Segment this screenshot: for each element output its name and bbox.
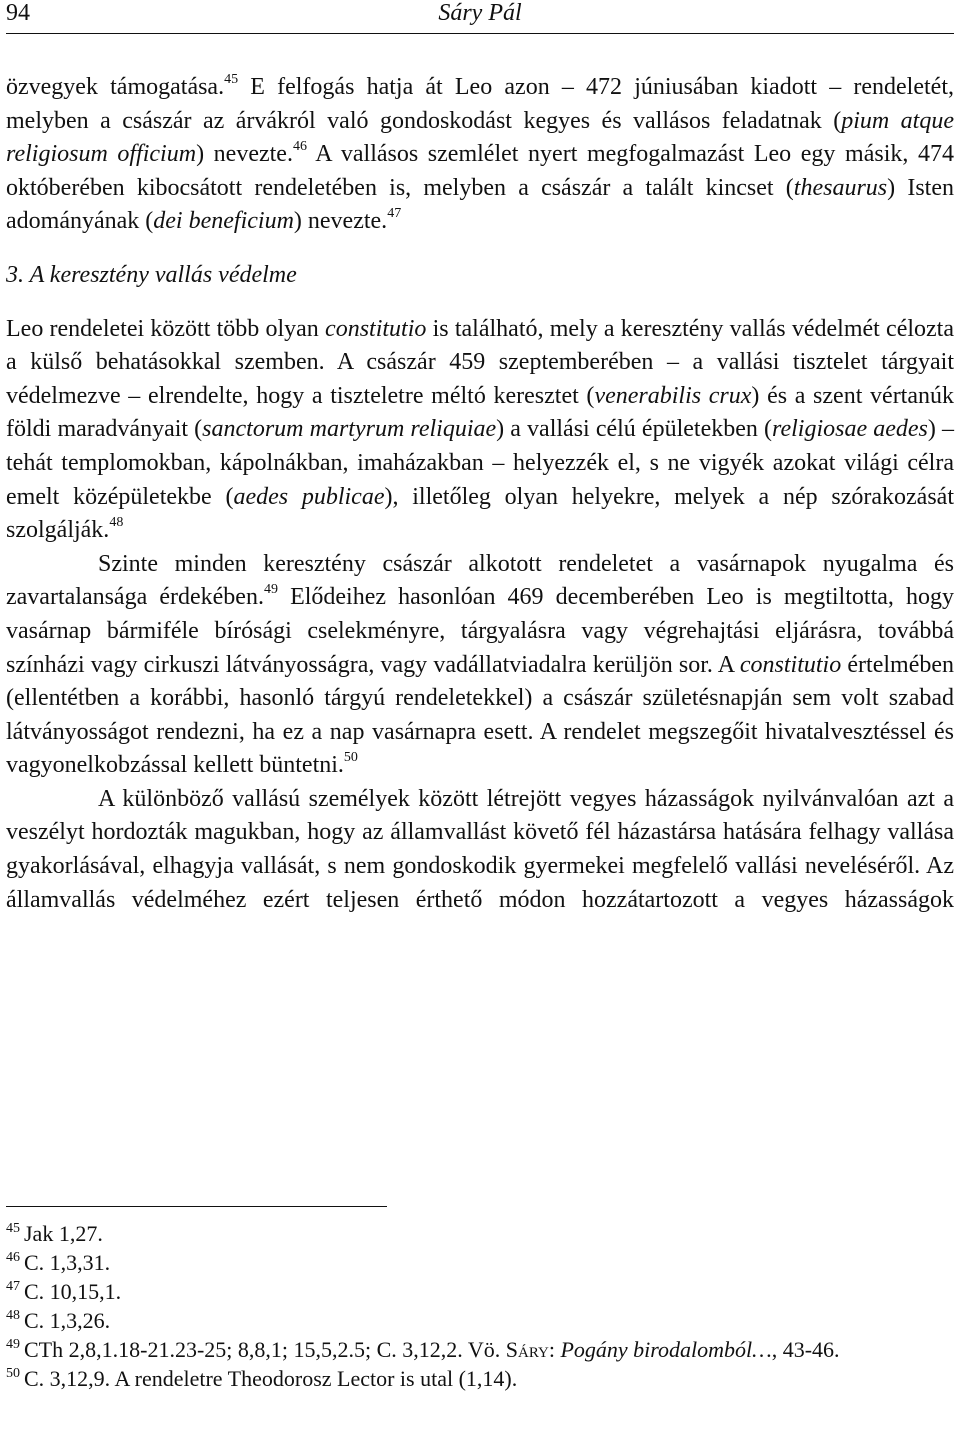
latin-term: aedes publicae <box>233 483 385 510</box>
latin-term: dei beneficium <box>153 208 294 235</box>
running-title: Sáry Pál <box>438 0 522 26</box>
footnote-text: C. 10,15,1. <box>24 1279 122 1304</box>
footnote-number: 46 <box>6 1250 20 1265</box>
text: értelmében (ellentétben a korábbi, hasonló tárgyú rendeletekkel) a császár születésnapján sem volt szabad látványosságot rendezni, ha ez a nap vasárnapra esett. A rendelet megszegőit hivatalvesztéssel és vagyonelkobzással kellett büntetni. <box>6 651 954 779</box>
text: A vallásos szemlélet nyert megfogalmazást Leo egy másik, 474 októberében kibocsátott rendeletében is, melyben a császár a talált kincset ( <box>6 141 954 201</box>
text: E felfogás hatja át Leo azon – 472 júniusában kiadott – rendeletét, melyben a császár az árvákról való gondoskodást kegyes és vallásos feladatnak ( <box>6 74 954 134</box>
text: Elődeihez hasonlóan 469 decemberében Leo is megtiltotta, hogy vasárnap bármiféle bírósági cselekményre, tárgyalásra vagy végrehajtási eljárásra, továbbá színházi vagy cirkuszi látványosságra, vagy vadállatviadalra kerüljön sor. A <box>6 584 954 678</box>
text: is található, mely a keresztény vallás védelmét célozta a külső behatásokkal szemben. A császár 459 szeptemberében – a vallási tisztelet tárgyait védelmezve – elrendelte, hogy a tiszteletre méltó keresztet ( <box>6 315 954 409</box>
footnote-number: 45 <box>6 1221 20 1236</box>
text: ) és a szent vértanúk földi maradványait ( <box>6 382 955 443</box>
header-rule <box>6 33 954 34</box>
latin-term: constitutio <box>739 651 842 678</box>
author-name: Sáry <box>505 1337 549 1362</box>
body-text <box>6 71 954 917</box>
text: ) a vallási célú épületekben ( <box>496 416 772 443</box>
footnote-47 <box>6 1279 954 1305</box>
section-heading: 3. A keresztény vallás védelme <box>6 261 297 288</box>
footnote-49 <box>6 1337 954 1363</box>
footnote-number: 49 <box>6 1337 20 1352</box>
page-number: 94 <box>6 0 30 26</box>
footnote-ref-49: 49 <box>263 582 278 598</box>
text: ) – tehát templomokban, kápolnákban, imaházakban – helyezzék el, s ne vigyék azokat világi célra emelt középületekbe ( <box>6 416 954 510</box>
page-header <box>0 0 960 36</box>
footnote-text: C. 1,3,31. <box>24 1250 111 1275</box>
footnote-ref-50: 50 <box>343 750 358 766</box>
footnote-text: C. 3,12,9. A rendeletre Theodorosz Lector is utal (1,14). <box>24 1366 518 1391</box>
footnote-48 <box>6 1308 954 1334</box>
footnote-text: CTh 2,8,1.18-21.23-25; 8,8,1; 15,5,2.5; C. 3,12,2. Vö. <box>24 1337 506 1362</box>
latin-term: venerabilis crux <box>594 382 752 409</box>
latin-term: thesaurus <box>793 174 888 201</box>
latin-term: pium atque religiosum officium <box>6 107 954 168</box>
text: ) nevezte. <box>293 208 388 235</box>
latin-term: constitutio <box>325 315 427 342</box>
paragraph-1 <box>6 71 954 239</box>
footnote-46 <box>6 1250 954 1276</box>
text: özvegyek támogatása. <box>6 74 225 100</box>
paragraph-3 <box>6 548 954 783</box>
text: ) Isten adományának ( <box>6 174 954 235</box>
footnote-50 <box>6 1366 954 1392</box>
footnote-number: 48 <box>6 1308 20 1323</box>
footnote-ref-45: 45 <box>224 72 239 87</box>
text: ), illetőleg olyan helyekre, melyek a nép szórakozását szolgálják. <box>6 483 954 544</box>
footnote-number: 47 <box>6 1279 20 1294</box>
text: ) nevezte. <box>196 141 293 168</box>
footnote-ref-47: 47 <box>387 206 402 222</box>
footnote-number: 50 <box>6 1366 20 1381</box>
text: Leo rendeletei között több olyan <box>6 315 326 342</box>
text: A különböző vallású személyek között létrejött vegyes házasságok nyilvánvalóan azt a veszélyt hordozták magukban, hogy az államvallást követő fél házastársa hatására felhagy vallása gyakorlásával, elhagyja vallását, s nem gondoskodik gyermekei megfelelő vallási neveléséről. Az államvallás védelméhez ezért teljesen érthető módon hozzátartozott a vegyes házasságok <box>6 785 954 913</box>
footnote-text: : <box>548 1337 561 1362</box>
footnote-text: Jak 1,27. <box>24 1221 103 1246</box>
footnote-text: , 43-46. <box>771 1337 840 1362</box>
footnote-text: C. 1,3,26. <box>24 1308 111 1333</box>
footnote-ref-48: 48 <box>109 515 124 531</box>
book-title: Pogány birodalomból… <box>560 1337 772 1362</box>
footnote-separator <box>6 1206 387 1207</box>
footnotes <box>6 1221 954 1395</box>
footnote-45 <box>6 1221 954 1247</box>
latin-term: religiosae aedes <box>772 416 928 443</box>
text: Szinte minden keresztény császár alkotott rendeletet a vasárnapok nyugalma és zavartalansága érdekében. <box>6 550 954 611</box>
latin-term: sanctorum martyrum reliquiae <box>202 416 497 443</box>
footnote-ref-46: 46 <box>292 139 307 155</box>
paragraph-2 <box>6 313 954 548</box>
paragraph-4 <box>6 783 954 917</box>
